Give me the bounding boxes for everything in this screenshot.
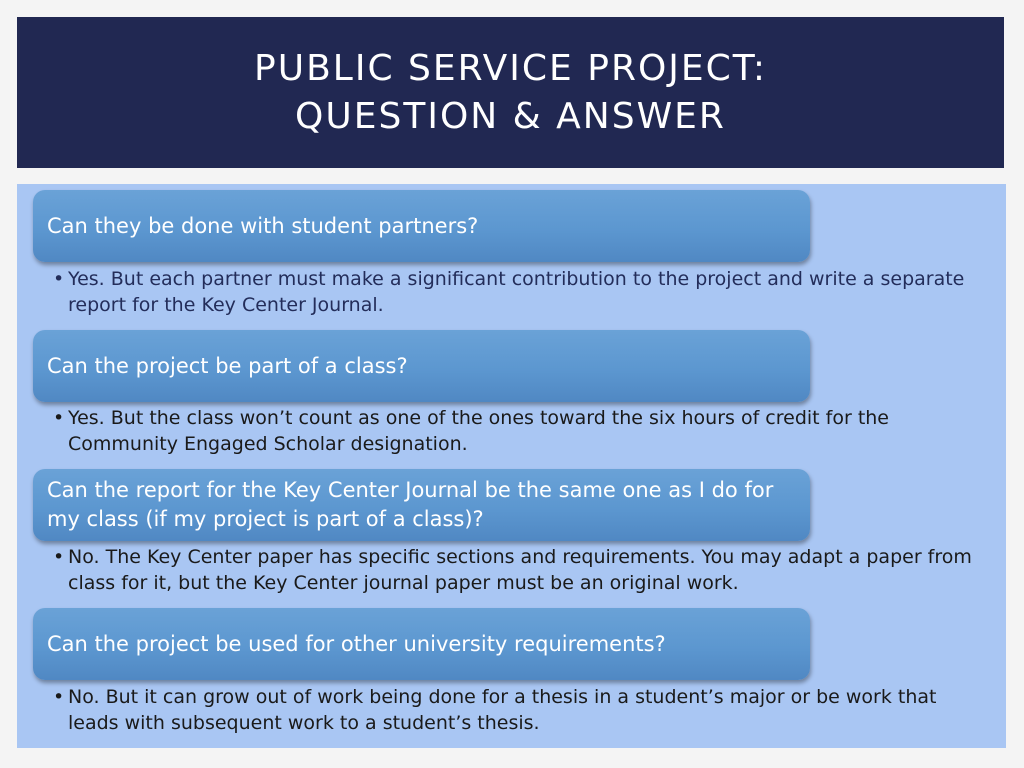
question-box-2 — [33, 330, 810, 402]
slide-title-band — [17, 17, 1004, 168]
question-text-4: Can the project be used for other university requirements? — [47, 631, 666, 656]
answer-4 — [53, 684, 988, 736]
question-box-1 — [33, 190, 810, 262]
question-text-2: Can the project be part of a class? — [47, 353, 408, 378]
question-box-4 — [33, 608, 810, 680]
answer-1 — [53, 266, 988, 318]
answer-text-2: Yes. But the class won’t count as one of the ones toward the six hours of credit for the Community Engaged Scholar designation. — [68, 407, 889, 455]
slide-title-line-2: QUESTION & ANSWER — [295, 95, 726, 137]
answer-text-3: No. The Key Center paper has specific sections and requirements. You may adapt a paper from class for it, but the Key Center journal paper must be an original work. — [68, 546, 972, 594]
answer-2 — [53, 405, 988, 457]
bullet-marker: • — [53, 268, 65, 290]
answer-text-1: Yes. But each partner must make a significant contribution to the project and write a separate report for the Key Center Journal. — [68, 268, 965, 316]
question-text-3: Can the report for the Key Center Journal be the same one as I do for my class (if my project is part of a class)? — [47, 478, 774, 531]
question-box-3 — [33, 469, 810, 541]
question-text-1: Can they be done with student partners? — [47, 213, 479, 238]
bullet-marker: • — [53, 546, 65, 568]
answer-3 — [53, 544, 988, 596]
slide-title-line-1: PUBLIC SERVICE PROJECT: — [254, 47, 767, 89]
answer-text-4: No. But it can grow out of work being done for a thesis in a student’s major or be work that leads with subsequent work to a student’s thesis. — [68, 686, 937, 734]
bullet-marker: • — [53, 686, 65, 708]
bullet-marker: • — [53, 407, 65, 429]
